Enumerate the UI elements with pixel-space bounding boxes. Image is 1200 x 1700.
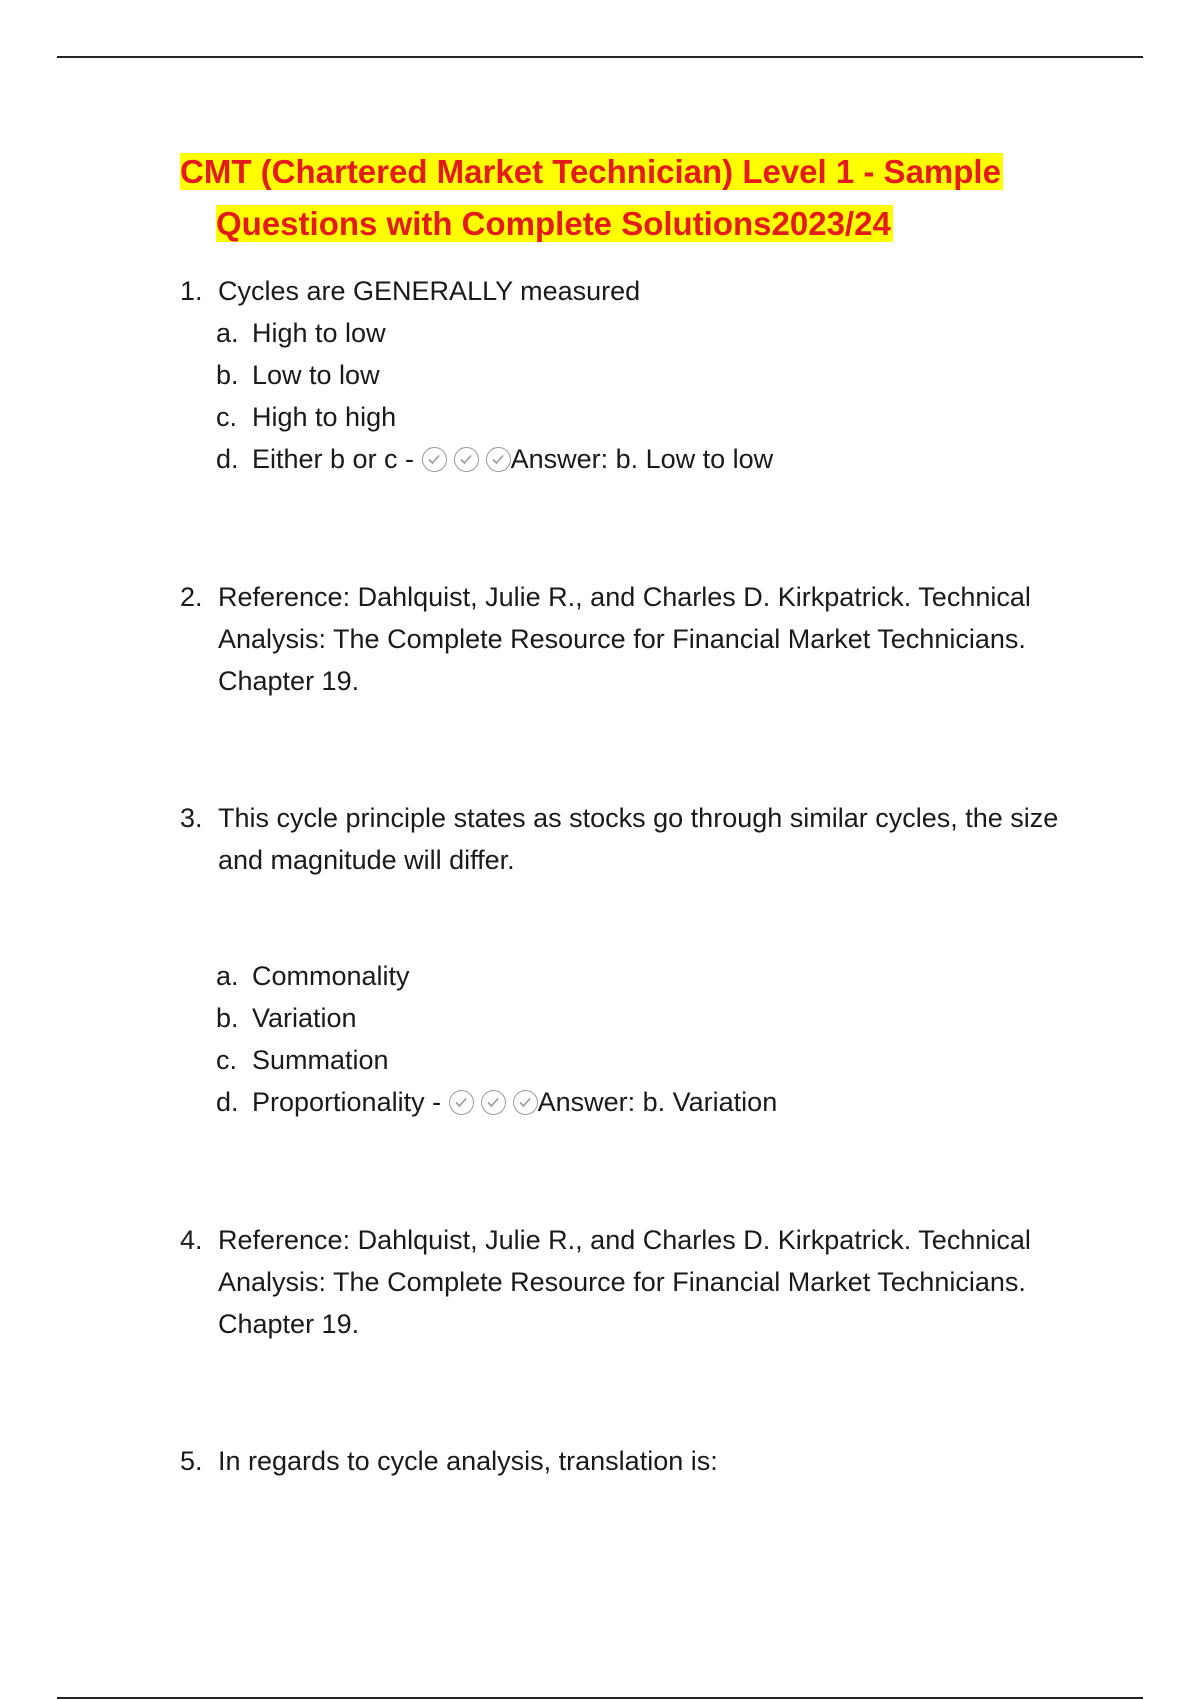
option-item [216, 396, 1100, 438]
question-text: In regards to cycle analysis, translation is: [218, 1446, 718, 1476]
question-item [180, 270, 1100, 312]
option-letter: c. [216, 402, 238, 432]
question-number: 5. [180, 1446, 203, 1476]
option-letter: d. [216, 1087, 239, 1117]
option-letter: a. [216, 318, 239, 348]
option-text: High to high [252, 402, 397, 432]
title-line-2: Questions with Complete Solutions2023/24 [216, 205, 891, 242]
question-number: 4. [180, 1225, 203, 1255]
spacer [180, 1345, 1100, 1440]
option-text: Low to low [252, 360, 380, 390]
option-text: Summation [252, 1045, 389, 1075]
title-line-1: CMT (Chartered Market Technician) Level 1 - Sample [180, 153, 1001, 190]
check-circle-icon [486, 447, 511, 472]
question-text: Cycles are GENERALLY measured [218, 276, 641, 306]
footer-rule [57, 1697, 1143, 1699]
question-item [180, 797, 1100, 881]
option-item [216, 955, 1100, 997]
reference-text: Reference: Dahlquist, Julie R., and Charles D. Kirkpatrick. Technical Analysis: The Complete Resource for Financial Market Technicians. Chapter 19. [218, 1225, 1031, 1339]
option-letter: b. [216, 1003, 239, 1033]
check-circle-icon [449, 1090, 474, 1115]
reference-text: Reference: Dahlquist, Julie R., and Charles D. Kirkpatrick. Technical Analysis: The Complete Resource for Financial Market Technicians. Chapter 19. [218, 582, 1031, 696]
option-item [216, 312, 1100, 354]
option-letter: c. [216, 1045, 238, 1075]
reference-item [180, 576, 1100, 702]
question-text: This cycle principle states as stocks go through similar cycles, the size and magnitude will differ. [218, 803, 1059, 875]
answer-text: Answer: b. Variation [537, 1087, 778, 1117]
question-number: 2. [180, 582, 203, 612]
reference-item [180, 1219, 1100, 1345]
option-item [216, 354, 1100, 396]
option-list [180, 312, 1100, 480]
option-text: Commonality [252, 961, 410, 991]
option-text: Proportionality - [252, 1087, 449, 1117]
document-title [180, 146, 1080, 250]
option-letter: d. [216, 444, 239, 474]
option-text: Variation [252, 1003, 357, 1033]
spacer [180, 702, 1100, 797]
option-list [180, 955, 1100, 1123]
question-number: 1. [180, 276, 203, 306]
option-item [216, 438, 1100, 480]
spacer [180, 881, 1100, 955]
check-circle-icon [454, 447, 479, 472]
check-circle-icon [513, 1090, 538, 1115]
option-letter: b. [216, 360, 239, 390]
option-item [216, 997, 1100, 1039]
header-rule [57, 56, 1143, 58]
option-letter: a. [216, 961, 239, 991]
check-circle-icon [481, 1090, 506, 1115]
spacer [180, 1123, 1100, 1219]
option-item [216, 1039, 1100, 1081]
question-list [180, 270, 1100, 1482]
question-number: 3. [180, 803, 203, 833]
spacer [180, 480, 1100, 576]
option-item [216, 1081, 1100, 1123]
answer-text: Answer: b. Low to low [510, 444, 774, 474]
option-text: High to low [252, 318, 386, 348]
question-item [180, 1440, 1100, 1482]
option-text: Either b or c - [252, 444, 422, 474]
check-circle-icon [422, 447, 447, 472]
